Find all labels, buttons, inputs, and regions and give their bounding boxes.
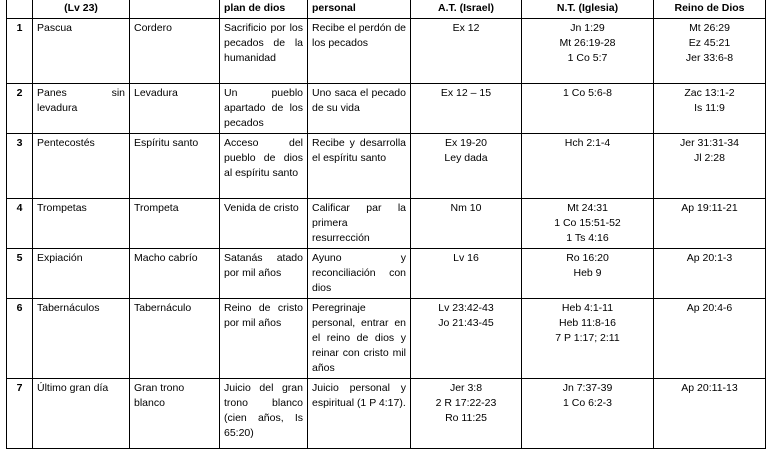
feast-name: Expiación bbox=[33, 249, 130, 299]
plan-of-god: Acceso del pueblo de dios al espíritu santo bbox=[220, 134, 308, 199]
row-number: 7 bbox=[7, 379, 33, 449]
row-number: 1 bbox=[7, 19, 33, 84]
personal-meaning: Calificar par la primera resurrección bbox=[308, 199, 411, 249]
feast-name: Último gran día bbox=[33, 379, 130, 449]
symbol: Espíritu santo bbox=[130, 134, 220, 199]
kingdom-refs: Ap 20:1-3 bbox=[654, 249, 766, 299]
table-row bbox=[7, 299, 766, 379]
old-testament-refs: Ex 19-20 Ley dada bbox=[411, 134, 522, 199]
feast-name: Panes sin levadura bbox=[33, 84, 130, 134]
row-number: 5 bbox=[7, 249, 33, 299]
table-row bbox=[7, 379, 766, 449]
symbol: Macho cabrío bbox=[130, 249, 220, 299]
personal-meaning: Recibe el perdón de los pecados bbox=[308, 19, 411, 84]
symbol: Tabernáculo bbox=[130, 299, 220, 379]
plan-of-god: Reino de cristo por mil años bbox=[220, 299, 308, 379]
old-testament-refs: Lv 16 bbox=[411, 249, 522, 299]
plan-of-god: Sacrificio por los pecados de la humanidad bbox=[220, 19, 308, 84]
symbol: Trompeta bbox=[130, 199, 220, 249]
old-testament-refs: Ex 12 – 15 bbox=[411, 84, 522, 134]
kingdom-refs: Ap 19:11-21 bbox=[654, 199, 766, 249]
feast-name: Trompetas bbox=[33, 199, 130, 249]
header-feast: (Lv 23) bbox=[33, 0, 130, 19]
header-kingdom: Reino de Dios bbox=[654, 0, 766, 19]
header-old-testament: A.T. (Israel) bbox=[411, 0, 522, 19]
row-number: 2 bbox=[7, 84, 33, 134]
table-row bbox=[7, 199, 766, 249]
kingdom-refs: Ap 20:4-6 bbox=[654, 299, 766, 379]
personal-meaning: Peregrinaje personal, entrar en el reino de dios y reinar con cristo mil años bbox=[308, 299, 411, 379]
old-testament-refs: Jer 3:8 2 R 17:22-23 Ro 11:25 bbox=[411, 379, 522, 449]
table-row bbox=[7, 249, 766, 299]
header-plan: plan de dios bbox=[220, 0, 308, 19]
feast-name: Tabernáculos bbox=[33, 299, 130, 379]
plan-of-god: Satanás atado por mil años bbox=[220, 249, 308, 299]
feasts-table bbox=[6, 0, 766, 449]
feast-name: Pascua bbox=[33, 19, 130, 84]
plan-of-god: Juicio del gran trono blanco (cien años, Is 65:20) bbox=[220, 379, 308, 449]
row-number: 4 bbox=[7, 199, 33, 249]
new-testament-refs: Jn 7:37-39 1 Co 6:2-3 bbox=[522, 379, 654, 449]
header-new-testament: N.T. (Iglesia) bbox=[522, 0, 654, 19]
header-row bbox=[7, 0, 766, 19]
header-number bbox=[7, 0, 33, 19]
plan-of-god: Un pueblo apartado de los pecados bbox=[220, 84, 308, 134]
feast-name: Pentecostés bbox=[33, 134, 130, 199]
old-testament-refs: Nm 10 bbox=[411, 199, 522, 249]
personal-meaning: Juicio personal y espiritual (1 P 4:17). bbox=[308, 379, 411, 449]
header-symbol bbox=[130, 0, 220, 19]
symbol: Gran trono blanco bbox=[130, 379, 220, 449]
new-testament-refs: Hch 2:1-4 bbox=[522, 134, 654, 199]
header-personal: personal bbox=[308, 0, 411, 19]
kingdom-refs: Zac 13:1-2 Is 11:9 bbox=[654, 84, 766, 134]
row-number: 3 bbox=[7, 134, 33, 199]
new-testament-refs: 1 Co 5:6-8 bbox=[522, 84, 654, 134]
kingdom-refs: Jer 31:31-34 Jl 2:28 bbox=[654, 134, 766, 199]
old-testament-refs: Ex 12 bbox=[411, 19, 522, 84]
table-row bbox=[7, 19, 766, 84]
new-testament-refs: Ro 16:20 Heb 9 bbox=[522, 249, 654, 299]
row-number: 6 bbox=[7, 299, 33, 379]
table-row bbox=[7, 84, 766, 134]
plan-of-god: Venida de cristo bbox=[220, 199, 308, 249]
symbol: Cordero bbox=[130, 19, 220, 84]
new-testament-refs: Heb 4:1-11 Heb 11:8-16 7 P 1:17; 2:11 bbox=[522, 299, 654, 379]
personal-meaning: Ayuno y reconciliación con dios bbox=[308, 249, 411, 299]
personal-meaning: Uno saca el pecado de su vida bbox=[308, 84, 411, 134]
table-row bbox=[7, 134, 766, 199]
kingdom-refs: Mt 26:29 Ez 45:21 Jer 33:6-8 bbox=[654, 19, 766, 84]
new-testament-refs: Mt 24:31 1 Co 15:51-52 1 Ts 4:16 bbox=[522, 199, 654, 249]
personal-meaning: Recibe y desarrolla el espíritu santo bbox=[308, 134, 411, 199]
old-testament-refs: Lv 23:42-43 Jo 21:43-45 bbox=[411, 299, 522, 379]
kingdom-refs: Ap 20:11-13 bbox=[654, 379, 766, 449]
symbol: Levadura bbox=[130, 84, 220, 134]
new-testament-refs: Jn 1:29 Mt 26:19-28 1 Co 5:7 bbox=[522, 19, 654, 84]
